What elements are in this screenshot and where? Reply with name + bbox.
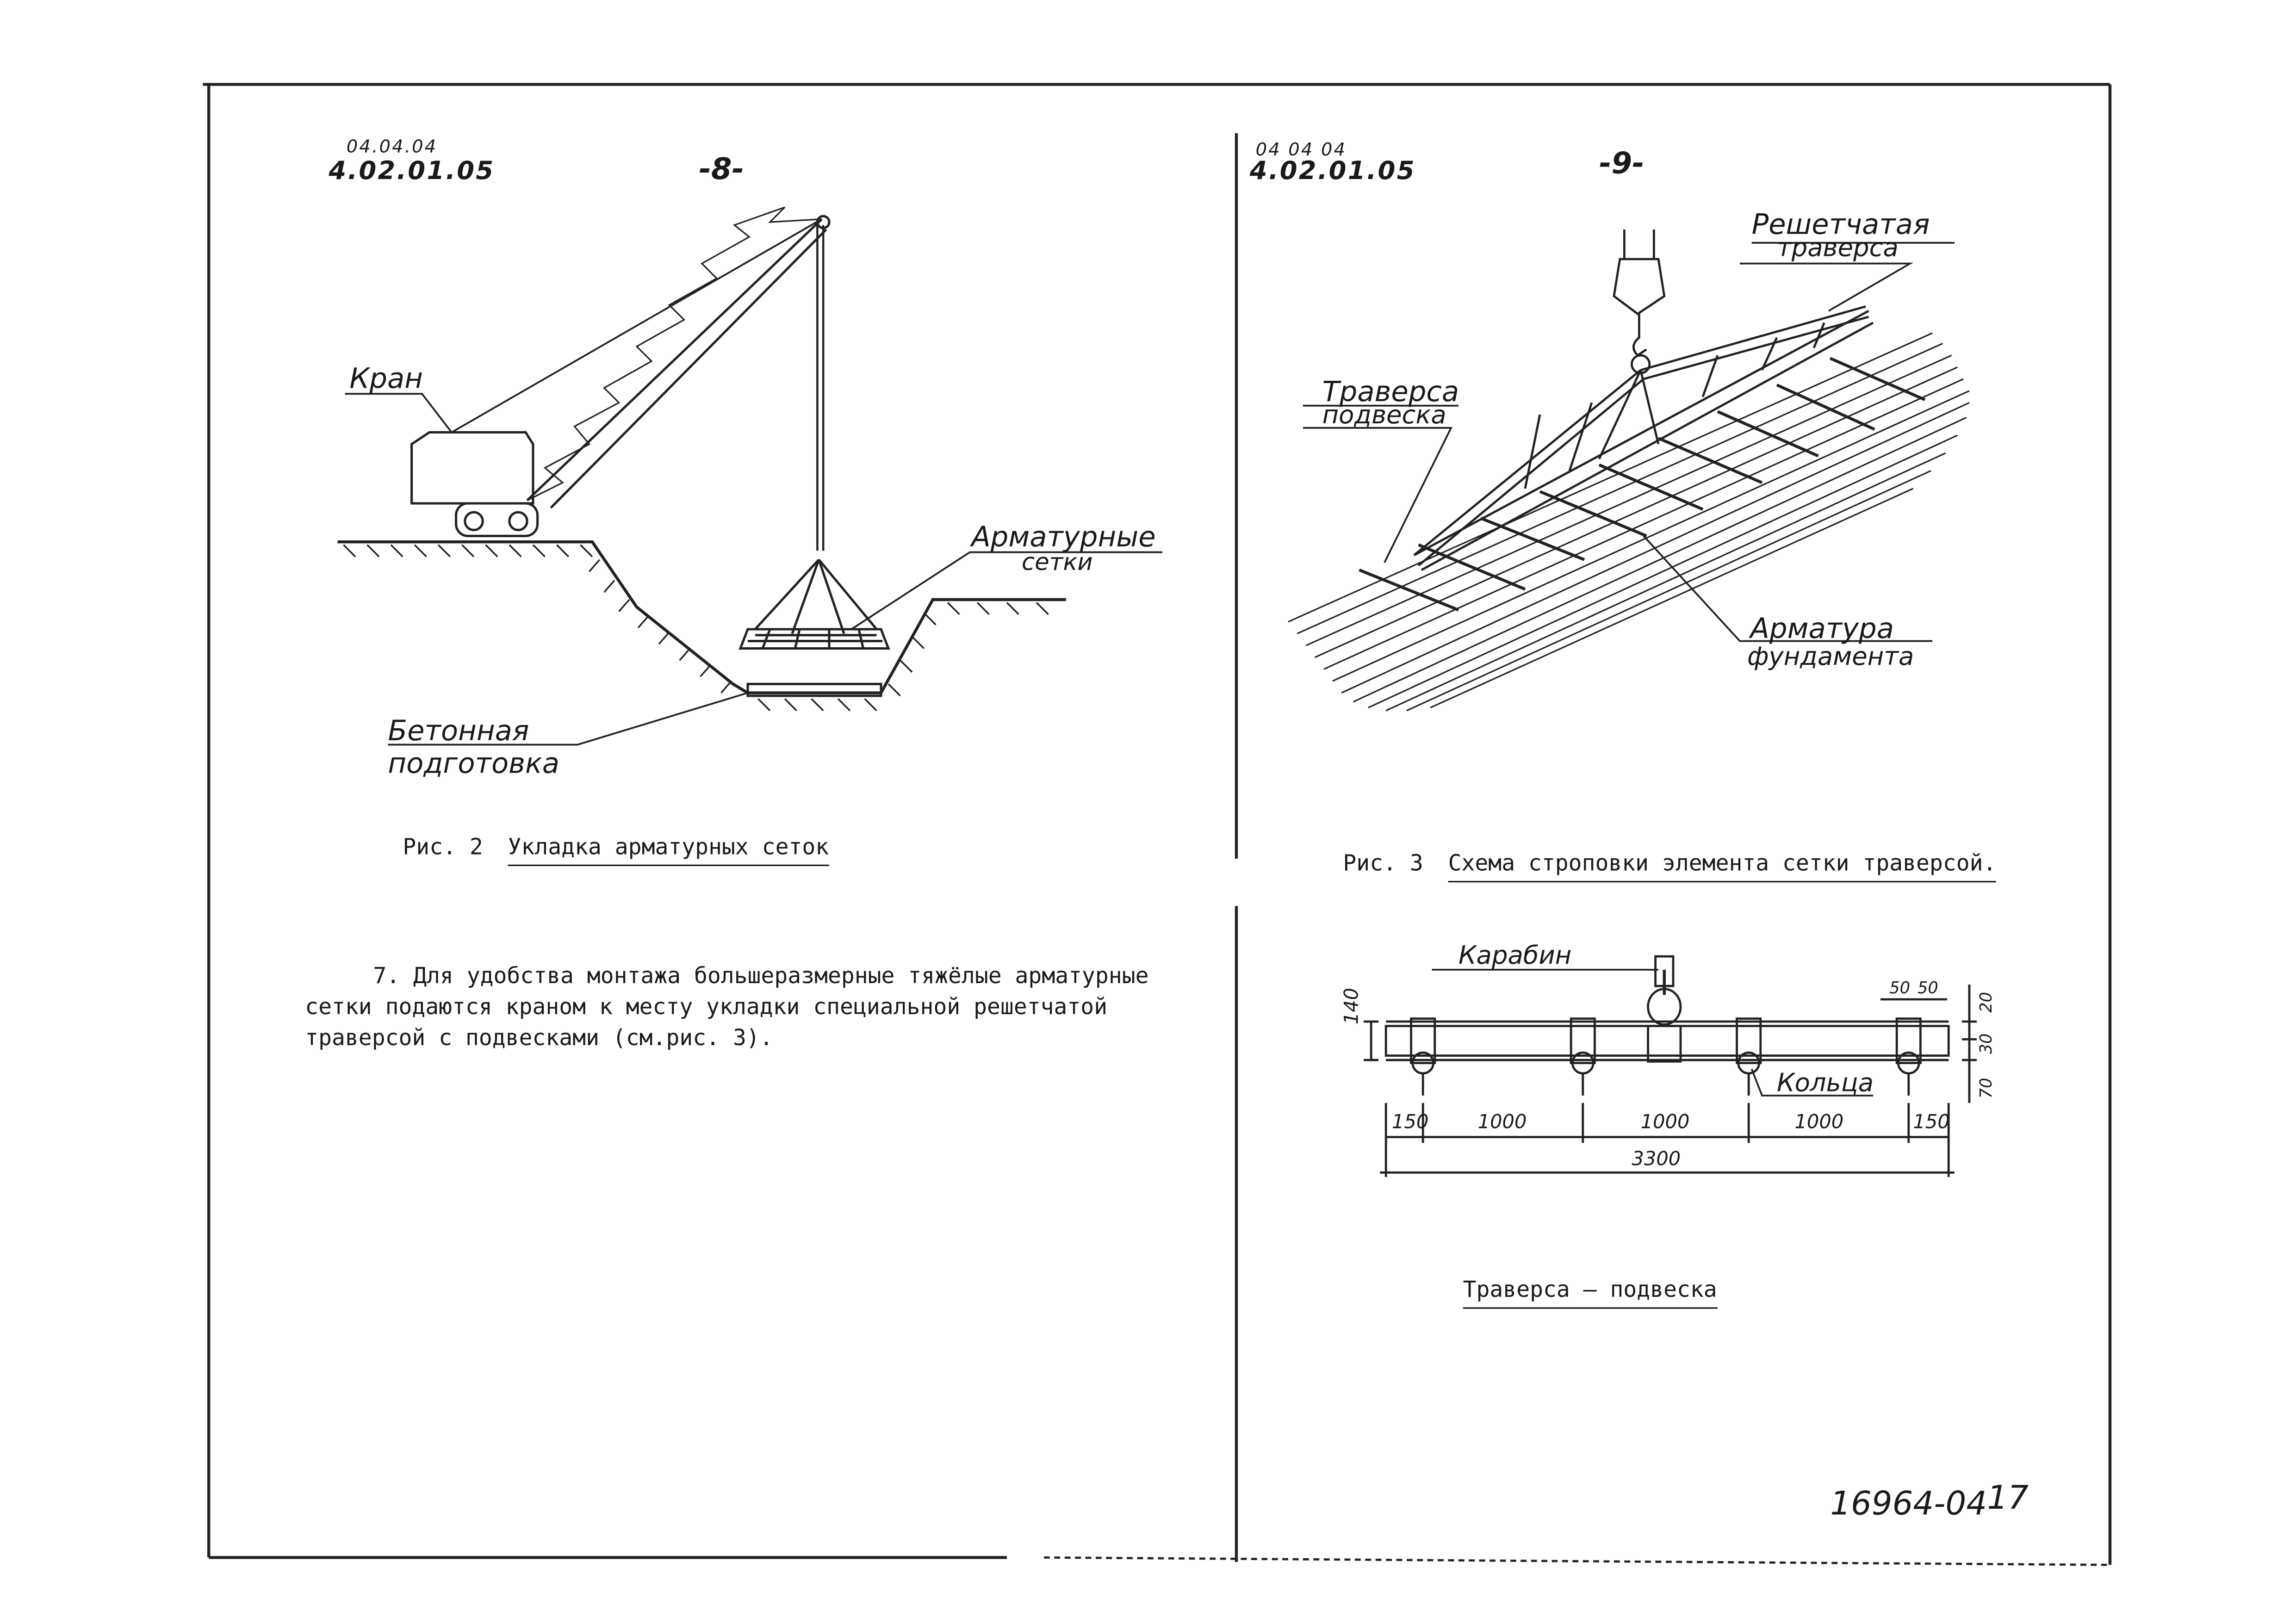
dim-right-20: 20 (1977, 992, 1996, 1013)
dim-span3: 1000 (1794, 1112, 1844, 1134)
right-page-number: -9- (1599, 145, 1644, 181)
label-lattice-line2: траверса (1777, 234, 1899, 264)
right-code-top: 04 04 04 (1255, 139, 1347, 160)
label-hanger-line2: подвеска (1322, 401, 1446, 431)
dim-left-end: 150 (1392, 1112, 1429, 1134)
label-lattice-line1: Решетчатая (1751, 209, 1930, 242)
paragraph-line: сетки подаются краном к месту укладки специальной решетчатой (305, 993, 1108, 1020)
paragraph (305, 961, 1148, 1054)
label-carabiner: Карабин (1458, 942, 1572, 972)
left-code-main: 4.02.01.05 (329, 157, 495, 187)
fig3-title: Схема строповки элемента сетки траверсой. (1448, 850, 1997, 882)
fig3-number: Рис. 3 (1343, 849, 1423, 877)
label-crane: Кран (349, 363, 423, 396)
label-mesh-line1: Арматурные (971, 521, 1156, 554)
sheet-number: 17 (1987, 1481, 2029, 1518)
label-rebar-line2: фундамента (1747, 642, 1914, 672)
paragraph-line: траверсой с подвесками (см.рис. 3). (305, 1024, 773, 1051)
fig2-title: Укладка арматурных сеток (508, 834, 829, 866)
left-code-top: 04.04.04 (346, 136, 438, 157)
label-concrete-line2: подготовка (388, 748, 559, 781)
dim-span2: 1000 (1640, 1112, 1690, 1134)
dim-top-b: 50 (1917, 979, 1938, 998)
label-concrete-line1: Бетонная (388, 715, 529, 748)
dim-right-70: 70 (1977, 1078, 1996, 1099)
label-mesh-line2: сетки (1022, 548, 1093, 576)
fig2-number: Рис. 2 (403, 833, 483, 861)
label-rebar-line1: Арматура (1750, 613, 1894, 646)
dim-span1: 1000 (1477, 1112, 1527, 1134)
paragraph-line: 7. Для удобства монтажа большеразмерные тяжёлые арматурные (373, 962, 1149, 989)
dim-height: 140 (1341, 987, 1364, 1025)
label-rings: Кольца (1777, 1069, 1874, 1099)
dim-right-end: 150 (1913, 1112, 1950, 1134)
beam-caption: Траверса – подвеска (1463, 1276, 1717, 1308)
doc-number: 16964-04 (1830, 1486, 1987, 1524)
right-code-main: 4.02.01.05 (1249, 157, 1416, 187)
label-hanger-line1: Траверса (1322, 376, 1459, 409)
dim-total: 3300 (1632, 1149, 1681, 1171)
beam-body (1386, 1026, 1948, 1056)
dim-right-30: 30 (1977, 1033, 1996, 1054)
left-page-number: -8- (699, 151, 745, 187)
dim-top-a: 50 (1889, 979, 1910, 998)
